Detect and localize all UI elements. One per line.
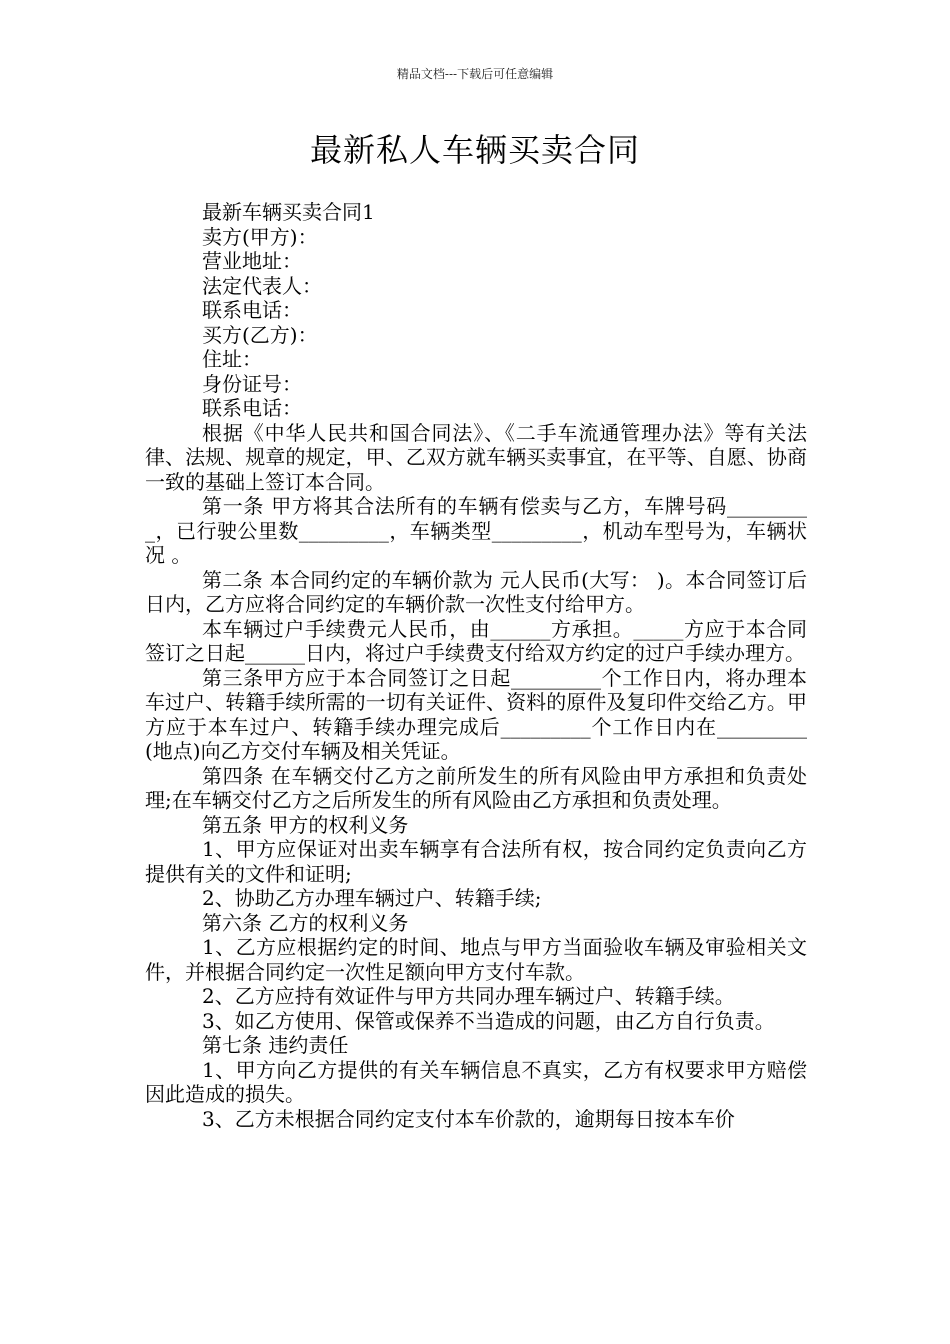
party-field-business-address: 营业地址：: [202, 249, 302, 273]
party-field-seller: 卖方(甲方)：: [202, 224, 318, 249]
transfer-fee-paragraph: 本车辆过户手续费元人民币，由______方承担。_____方应于本合同签订之日起______日内，将过户手续费支付给双方约定的过户手续办理方。: [145, 616, 807, 665]
party-field-address: 住址：: [202, 347, 262, 371]
preamble-paragraph: 根据《中华人民共和国合同法》、《二手车流通管理办法》等有关法律、法规、规章的规定，甲、乙双方就车辆买卖事宜，在平等、自愿、协商一致的基础上签订本合同。: [145, 420, 807, 494]
article-7-item-1: 1、甲方向乙方提供的有关车辆信息不真实，乙方有权要求甲方赔偿因此造成的损失。: [145, 1057, 807, 1106]
party-field-id-number: 身份证号：: [202, 371, 302, 396]
party-field-seller-phone: 联系电话：: [202, 298, 302, 322]
article-6-item-2: 2、乙方应持有效证件与甲方共同办理车辆过户、转籍手续。: [202, 984, 735, 1008]
article-7-heading: 第七条 违约责任: [202, 1033, 349, 1057]
article-1-paragraph: 第一条 甲方将其合法所有的车辆有偿卖与乙方，车牌号码_________，已行驶公里数_________，车辆类型_________，机动车型号为，车辆状况 。: [145, 494, 807, 567]
article-6-item-1: 1、乙方应根据约定的时间、地点与甲方当面验收车辆及审验相关文件，并根据合同约定一次性足额向甲方支付车款。: [145, 935, 807, 984]
article-5-item-2: 2、协助乙方办理车辆过户、转籍手续;: [202, 886, 542, 910]
document-title: 最新私人车辆买卖合同: [309, 131, 640, 169]
document-body: [145, 200, 807, 1131]
article-4-paragraph: 第四条 在车辆交付乙方之前所发生的所有风险由甲方承担和负责处理;在车辆交付乙方之后所发生的所有风险由乙方承担和负责处理。: [145, 763, 807, 812]
article-5-item-1: 1、甲方应保证对出卖车辆享有合法所有权，按合同约定负责向乙方提供有关的文件和证明;: [145, 837, 807, 886]
article-3-paragraph: 第三条甲方应于本合同签订之日起_________个工作日内，将办理本车过户、转籍手续所需的一切有关证件、资料的原件及复印件交给乙方。甲方应于本车过户、转籍手续办理完成后_________个工作日内在_________(地点)向乙方交付车辆及相关凭证。: [145, 665, 807, 763]
section-heading: 最新车辆买卖合同1: [202, 200, 375, 224]
article-6-heading: 第六条 乙方的权利义务: [202, 910, 409, 935]
article-7-item-3: 3、乙方未根据合同约定支付本车价款的，逾期每日按本车价: [202, 1106, 735, 1131]
party-field-legal-representative: 法定代表人：: [202, 273, 322, 298]
party-field-buyer-phone: 联系电话：: [202, 396, 302, 420]
header-note: 精品文档---下载后可任意编辑: [396, 67, 554, 81]
article-5-heading: 第五条 甲方的权利义务: [202, 812, 409, 837]
article-6-item-3: 3、如乙方使用、保管或保养不当造成的问题，由乙方自行负责。: [202, 1008, 775, 1033]
article-2-paragraph: 第二条 本合同约定的车辆价款为 元人民币(大写： )。本合同签订后 日内，乙方应将合同约定的车辆价款一次性支付给甲方。: [145, 567, 807, 616]
party-field-buyer: 买方(乙方)：: [202, 322, 318, 347]
